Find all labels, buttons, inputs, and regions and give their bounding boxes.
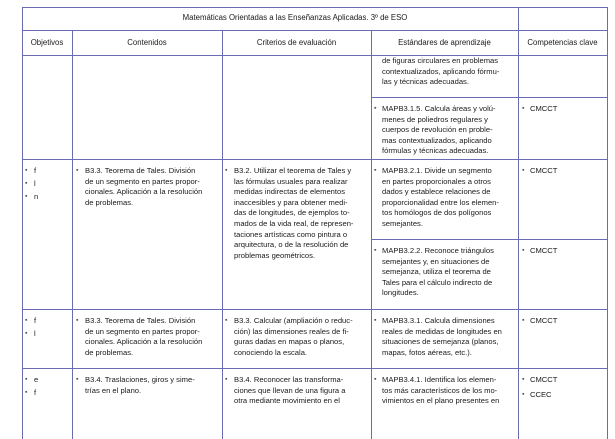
bullet: ▪	[225, 317, 228, 324]
header-estandares: Estándares de aprendizaje	[398, 38, 491, 47]
contenido-cell: B3.3. Teorema de Tales. División de un segmento en partes propor- cionales. Aplicación a la resolución de problemas.	[85, 316, 203, 357]
bullet: ▪	[374, 247, 377, 254]
row-divider	[22, 309, 608, 310]
competencia-cell: CMCCT	[530, 104, 558, 113]
bullet: ▪	[76, 317, 79, 324]
estandar-cell: MAPB3.1.5. Calcula áreas y volú- menes de poliedros regulares y cuerpos de revolución en proble- mas contextualizados, aplicando fórmulas y técnicas adecuadas.	[382, 104, 496, 156]
estandar-cell: MAPB3.2.2. Reconoce triángulos semejantes y, en situaciones de semejanza, utiliza el teorema de Tales para el cálculo indirecto de longitudes.	[382, 246, 494, 298]
row-divider	[22, 30, 608, 31]
bullet: ▪	[522, 167, 525, 174]
objetivo-cell: l	[34, 179, 36, 188]
criterio-cell: B3.2. Utilizar el teorema de Tales y las fórmulas usuales para realizar medidas indirectas de elementos inaccesibles y para obtener medi- das de longitudes, de ejemplos to- mados de la vida real, de represen- taciones artísticas como pintura o arquitectura, o de la resolución de problemas geométricos.	[234, 166, 354, 260]
bullet: ▪	[522, 105, 525, 112]
estandar-cell: MAPB3.3.1. Calcula dimensiones reales de medidas de longitudes en situaciones de semejanza (planos, mapas, fotos aéreas, etc.).	[382, 316, 502, 357]
bullet: ▪	[25, 193, 28, 200]
bullet: ▪	[522, 376, 525, 383]
competencia-cell: CMCCT	[530, 246, 558, 255]
column-divider	[222, 30, 223, 439]
competencia-cell: CMCCT	[530, 375, 558, 384]
row-divider	[371, 97, 608, 98]
objetivo-cell: f	[34, 388, 37, 397]
bullet: ▪	[25, 180, 28, 187]
bullet: ▪	[374, 167, 377, 174]
contenido-cell: B3.4. Traslaciones, giros y sime- trías en el plano.	[85, 375, 195, 395]
bullet: ▪	[522, 317, 525, 324]
estandar-continuation: de figuras circulares en problemas contextualizados, aplicando fórmu- las y técnicas adecuadas.	[382, 56, 500, 87]
criterio-cell: B3.3. Calcular (ampliación o reduc- ción) las dimensiones reales de fi- guras dadas en mapas o planos, conociendo la escala.	[234, 316, 353, 357]
criterio-cell: B3.4. Reconocer las transforma- ciones que llevan de una figura a otra mediante movimiento en el	[234, 375, 346, 406]
bullet: ▪	[225, 167, 228, 174]
header-objetivos: Objetivos	[30, 38, 64, 47]
row-divider	[22, 55, 608, 56]
table-border-top	[22, 7, 608, 8]
objetivo-cell: n	[34, 192, 39, 201]
objetivo-cell: e	[34, 375, 39, 384]
row-divider	[371, 239, 608, 240]
bullet: ▪	[25, 389, 28, 396]
column-divider	[518, 7, 519, 439]
bullet: ▪	[25, 167, 28, 174]
competencia-cell: CCEC	[530, 390, 552, 399]
bullet: ▪	[374, 105, 377, 112]
bullet: ▪	[25, 317, 28, 324]
table-title: Matemáticas Orientadas a las Enseñanzas Aplicadas. 3º de ESO	[182, 13, 408, 22]
bullet: ▪	[374, 376, 377, 383]
estandar-cell: MAPB3.2.1. Divide un segmento en partes proporcionales a otros dados y establece relaciones de proporcionalidad entre los elemen- tos homólogos de dos polígonos semejantes.	[382, 166, 499, 228]
table-border-left	[22, 7, 23, 439]
estandar-cell: MAPB3.4.1. Identifica los elemen- tos más característicos de los mo- vimientos en el plano presentes en	[382, 375, 500, 406]
bullet: ▪	[225, 376, 228, 383]
bullet: ▪	[522, 391, 525, 398]
header-contenidos: Contenidos	[127, 38, 167, 47]
objetivo-cell: f	[34, 316, 37, 325]
column-divider	[371, 30, 372, 439]
column-divider	[72, 30, 73, 439]
header-competencias: Competencias clave	[527, 38, 598, 47]
contenido-cell: B3.3. Teorema de Tales. División de un segmento en partes propor- cionales. Aplicación a la resolución de problemas.	[85, 166, 203, 207]
bullet: ▪	[76, 167, 79, 174]
bullet: ▪	[25, 330, 28, 337]
bullet: ▪	[25, 376, 28, 383]
competencia-cell: CMCCT	[530, 316, 558, 325]
objetivo-cell: l	[34, 329, 36, 338]
table-border-right	[607, 7, 608, 439]
competencia-cell: CMCCT	[530, 166, 558, 175]
bullet: ▪	[374, 317, 377, 324]
row-divider	[22, 368, 608, 369]
bullet: ▪	[522, 247, 525, 254]
bullet: ▪	[76, 376, 79, 383]
header-criterios: Criterios de evaluación	[256, 38, 337, 47]
objetivo-cell: f	[34, 166, 37, 175]
row-divider	[22, 159, 608, 160]
